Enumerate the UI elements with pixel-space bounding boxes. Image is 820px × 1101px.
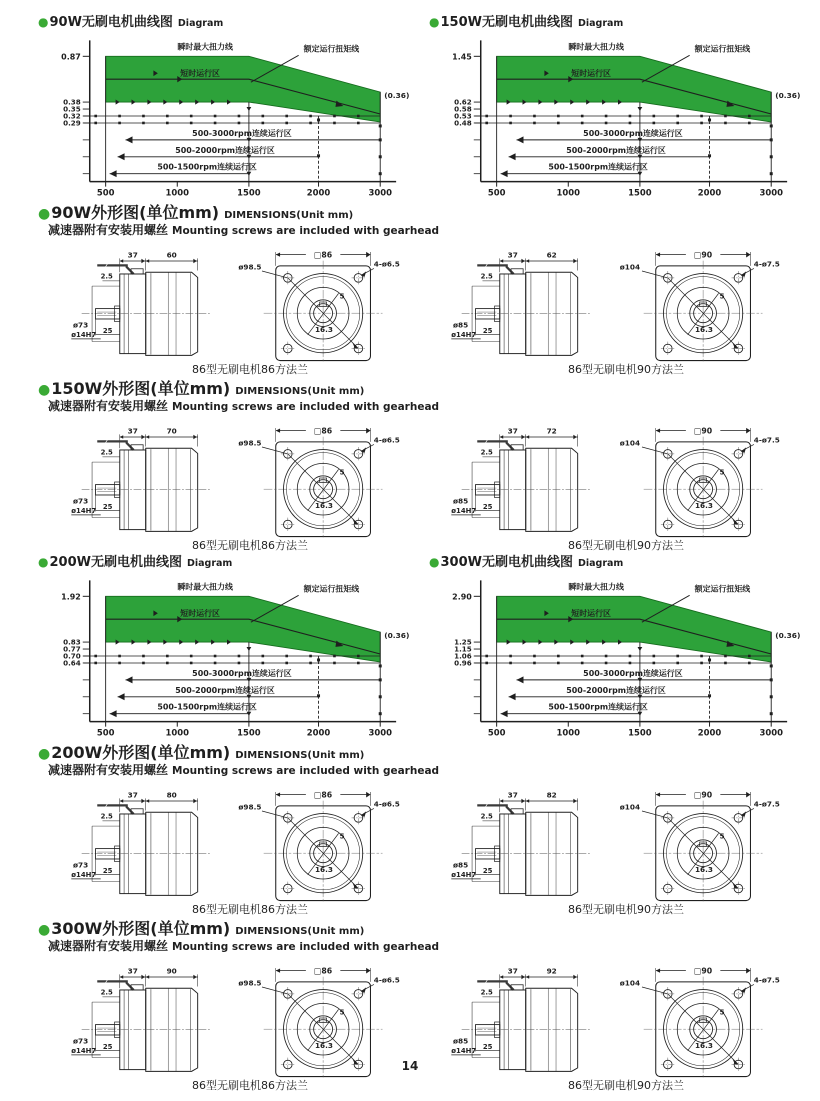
torque-chart-150w	[429, 32, 812, 200]
chart-title-en: Diagram	[177, 18, 224, 29]
drawing-group-86-flange	[66, 416, 434, 552]
svg-text:4-ø7.5: 4-ø7.5	[753, 799, 780, 809]
svg-text:4-ø6.5: 4-ø6.5	[373, 259, 400, 269]
svg-text:ø73: ø73	[73, 320, 89, 330]
svg-text:1.25: 1.25	[454, 637, 472, 647]
green-bullet-icon: ●	[38, 206, 51, 222]
svg-text:500-3000rpm连续运行区: 500-3000rpm连续运行区	[192, 668, 292, 678]
svg-text:□90: □90	[694, 250, 713, 260]
svg-text:4-ø7.5: 4-ø7.5	[753, 435, 780, 445]
flange-view-drawing	[604, 780, 785, 904]
flange-view-drawing	[224, 240, 405, 364]
svg-text:72: 72	[546, 426, 557, 436]
svg-text:25: 25	[102, 1042, 113, 1051]
section-note	[48, 223, 814, 238]
svg-text:额定运行扭矩线: 额定运行扭矩线	[694, 44, 751, 54]
svg-text:ø73: ø73	[73, 496, 89, 506]
svg-text:4-ø6.5: 4-ø6.5	[373, 975, 400, 985]
svg-text:ø14H7: ø14H7	[451, 507, 477, 516]
svg-text:0.32: 0.32	[63, 111, 81, 121]
chart-title-zh: 90W无刷电机曲线图	[49, 15, 173, 30]
svg-text:□86: □86	[314, 250, 333, 260]
green-bullet-icon: ●	[38, 382, 51, 398]
svg-text:ø73: ø73	[73, 860, 89, 870]
side-view-drawing	[446, 788, 602, 904]
svg-text:2.5: 2.5	[100, 272, 113, 281]
svg-text:4-ø6.5: 4-ø6.5	[373, 435, 400, 445]
svg-text:500: 500	[96, 187, 115, 198]
svg-text:额定运行扭矩线: 额定运行扭矩线	[303, 44, 360, 54]
svg-text:短时运行区: 短时运行区	[571, 69, 611, 79]
note-zh: 减速器附有安装用螺丝	[48, 939, 169, 953]
section-note	[48, 939, 814, 954]
svg-text:16.3: 16.3	[694, 501, 713, 511]
drawing-group-86-flange	[66, 240, 434, 376]
side-view-drawing	[66, 788, 222, 904]
section-title-zh: 200W外形图(单位mm)	[51, 743, 231, 762]
note-zh: 减速器附有安装用螺丝	[48, 763, 169, 777]
svg-text:1.92: 1.92	[61, 592, 81, 602]
green-bullet-icon: ●	[38, 922, 51, 938]
note-zh: 减速器附有安装用螺丝	[48, 399, 169, 413]
drawing-caption: 86型无刷电机90方法兰	[568, 1079, 684, 1092]
svg-text:16.3: 16.3	[314, 501, 333, 511]
chart-block-300w	[429, 554, 814, 740]
svg-text:2.5: 2.5	[480, 812, 493, 821]
svg-text:□90: □90	[694, 790, 713, 800]
svg-text:62: 62	[546, 250, 557, 260]
svg-text:4-ø6.5: 4-ø6.5	[373, 799, 400, 809]
svg-text:ø14H7: ø14H7	[71, 331, 97, 340]
svg-text:□90: □90	[694, 966, 713, 976]
svg-text:2.5: 2.5	[100, 448, 113, 457]
svg-text:500: 500	[487, 727, 506, 738]
svg-text:16.3: 16.3	[694, 865, 713, 875]
svg-text:500: 500	[487, 187, 506, 198]
svg-text:1.06: 1.06	[454, 651, 472, 661]
note-en: Mounting screws are included with gearhead	[172, 225, 440, 237]
svg-text:1000: 1000	[165, 187, 190, 198]
chart-title-90w	[38, 14, 423, 32]
dim-section-150w	[38, 380, 814, 552]
svg-text:短时运行区: 短时运行区	[180, 69, 220, 79]
chart-title-150w	[429, 14, 814, 32]
svg-text:(0.36): (0.36)	[384, 631, 410, 641]
svg-text:37: 37	[127, 790, 138, 800]
svg-text:16.3: 16.3	[694, 1041, 713, 1051]
svg-text:0.35: 0.35	[63, 104, 81, 114]
svg-text:500-1500rpm连续运行区: 500-1500rpm连续运行区	[157, 162, 257, 172]
svg-text:5: 5	[719, 831, 725, 841]
flange-view-drawing	[604, 416, 785, 540]
drawing-caption: 86型无刷电机90方法兰	[568, 363, 684, 376]
section-title-zh: 150W外形图(单位mm)	[51, 379, 231, 398]
svg-text:0.48: 0.48	[454, 118, 472, 128]
svg-text:500: 500	[96, 727, 115, 738]
svg-text:0.87: 0.87	[61, 52, 81, 62]
drawing-group-86-flange	[66, 780, 434, 916]
svg-text:500-2000rpm连续运行区: 500-2000rpm连续运行区	[175, 145, 275, 155]
svg-text:500-3000rpm连续运行区: 500-3000rpm连续运行区	[192, 128, 292, 138]
svg-text:3000: 3000	[759, 727, 783, 738]
svg-text:92: 92	[546, 966, 557, 976]
svg-text:0.64: 0.64	[63, 658, 81, 668]
chart-title-200w	[38, 554, 423, 572]
svg-text:5: 5	[339, 291, 345, 301]
svg-text:ø14H7: ø14H7	[71, 507, 97, 516]
svg-text:ø14H7: ø14H7	[71, 1047, 97, 1056]
svg-text:5: 5	[719, 291, 725, 301]
drawings-row	[38, 416, 814, 552]
svg-text:37: 37	[127, 426, 138, 436]
drawing-group-90-flange	[446, 780, 806, 916]
torque-chart-200w	[38, 572, 421, 740]
drawing-caption: 86型无刷电机86方法兰	[192, 903, 308, 916]
svg-text:2000: 2000	[697, 187, 722, 198]
svg-text:ø104: ø104	[619, 438, 641, 448]
svg-text:2.5: 2.5	[100, 988, 113, 997]
svg-text:0.77: 0.77	[63, 644, 81, 654]
svg-text:0.70: 0.70	[63, 651, 81, 661]
svg-text:500-1500rpm连续运行区: 500-1500rpm连续运行区	[548, 162, 648, 172]
svg-text:□86: □86	[314, 426, 333, 436]
svg-text:ø104: ø104	[619, 978, 641, 988]
chart-row-top	[38, 14, 814, 200]
section-title-en: DIMENSIONS(Unit mm)	[235, 926, 365, 937]
svg-text:1.45: 1.45	[452, 52, 472, 62]
chart-block-150w	[429, 14, 814, 200]
svg-text:0.58: 0.58	[454, 104, 472, 114]
svg-text:ø14H7: ø14H7	[71, 871, 97, 880]
green-bullet-icon: ●	[429, 555, 440, 569]
section-heading	[38, 204, 814, 222]
svg-text:37: 37	[127, 250, 138, 260]
svg-text:(0.36): (0.36)	[775, 91, 801, 101]
drawing-caption: 86型无刷电机86方法兰	[192, 539, 308, 552]
svg-text:额定运行扭矩线: 额定运行扭矩线	[694, 584, 751, 594]
svg-text:5: 5	[339, 467, 345, 477]
chart-title-en: Diagram	[577, 558, 624, 569]
svg-text:ø98.5: ø98.5	[238, 802, 262, 812]
svg-text:3000: 3000	[368, 727, 392, 738]
chart-title-300w	[429, 554, 814, 572]
svg-text:(0.36): (0.36)	[775, 631, 801, 641]
side-view-drawing	[446, 424, 602, 540]
svg-text:500-2000rpm连续运行区: 500-2000rpm连续运行区	[566, 145, 666, 155]
svg-text:2.5: 2.5	[480, 272, 493, 281]
svg-text:额定运行扭矩线: 额定运行扭矩线	[303, 584, 360, 594]
svg-text:37: 37	[507, 426, 518, 436]
svg-text:25: 25	[482, 502, 493, 511]
svg-text:瞬时最大扭力线: 瞬时最大扭力线	[568, 42, 624, 52]
section-title-en: DIMENSIONS(Unit mm)	[235, 386, 365, 397]
svg-text:5: 5	[339, 1007, 345, 1017]
svg-text:短时运行区: 短时运行区	[180, 609, 220, 619]
section-title-en: DIMENSIONS(Unit mm)	[235, 750, 365, 761]
svg-text:2.5: 2.5	[480, 448, 493, 457]
svg-text:82: 82	[546, 790, 557, 800]
torque-chart-90w	[38, 32, 421, 200]
svg-text:70: 70	[166, 426, 177, 436]
section-heading	[38, 744, 814, 762]
svg-text:500-3000rpm连续运行区: 500-3000rpm连续运行区	[583, 128, 683, 138]
svg-text:80: 80	[166, 790, 177, 800]
svg-text:37: 37	[507, 966, 518, 976]
drawing-caption: 86型无刷电机86方法兰	[192, 1079, 308, 1092]
side-view-drawing	[66, 248, 222, 364]
svg-text:16.3: 16.3	[314, 1041, 333, 1051]
chart-title-zh: 300W无刷电机曲线图	[440, 555, 573, 570]
dim-section-90w	[38, 204, 814, 376]
svg-text:瞬时最大扭力线: 瞬时最大扭力线	[568, 582, 624, 592]
section-title-zh: 300W外形图(单位mm)	[51, 919, 231, 938]
green-bullet-icon: ●	[38, 746, 51, 762]
chart-title-en: Diagram	[186, 558, 233, 569]
svg-text:5: 5	[719, 1007, 725, 1017]
svg-text:2.90: 2.90	[452, 592, 472, 602]
svg-text:3000: 3000	[759, 187, 783, 198]
flange-view-drawing	[224, 416, 405, 540]
svg-text:16.3: 16.3	[314, 865, 333, 875]
chart-block-90w	[38, 14, 423, 200]
svg-text:2000: 2000	[306, 727, 331, 738]
svg-text:ø14H7: ø14H7	[451, 871, 477, 880]
chart-block-200w	[38, 554, 423, 740]
svg-text:ø85: ø85	[453, 1036, 469, 1046]
section-heading	[38, 920, 814, 938]
svg-text:25: 25	[102, 502, 113, 511]
svg-text:□90: □90	[694, 426, 713, 436]
section-title-en: DIMENSIONS(Unit mm)	[224, 210, 354, 221]
svg-text:1500: 1500	[628, 727, 652, 738]
svg-text:0.62: 0.62	[454, 97, 472, 107]
green-bullet-icon: ●	[429, 15, 440, 29]
drawings-row	[38, 780, 814, 916]
section-note	[48, 399, 814, 414]
note-en: Mounting screws are included with gearhead	[172, 401, 440, 413]
svg-text:37: 37	[507, 250, 518, 260]
section-note	[48, 763, 814, 778]
svg-text:1.15: 1.15	[454, 644, 472, 654]
svg-text:16.3: 16.3	[314, 325, 333, 335]
svg-text:0.29: 0.29	[63, 118, 81, 128]
svg-text:37: 37	[127, 966, 138, 976]
svg-text:500-2000rpm连续运行区: 500-2000rpm连续运行区	[566, 685, 666, 695]
svg-text:0.38: 0.38	[63, 97, 81, 107]
green-bullet-icon: ●	[38, 15, 49, 29]
svg-text:2.5: 2.5	[100, 812, 113, 821]
svg-text:5: 5	[719, 467, 725, 477]
svg-text:(0.36): (0.36)	[384, 91, 410, 101]
note-en: Mounting screws are included with gearhead	[172, 765, 440, 777]
chart-title-zh: 200W无刷电机曲线图	[49, 555, 182, 570]
svg-text:1500: 1500	[628, 187, 652, 198]
svg-text:500-1500rpm连续运行区: 500-1500rpm连续运行区	[548, 702, 648, 712]
drawings-row	[38, 240, 814, 376]
svg-text:0.83: 0.83	[63, 637, 81, 647]
svg-text:4-ø7.5: 4-ø7.5	[753, 975, 780, 985]
svg-text:1500: 1500	[237, 187, 261, 198]
chart-title-zh: 150W无刷电机曲线图	[440, 15, 573, 30]
svg-text:25: 25	[482, 866, 493, 875]
section-heading	[38, 380, 814, 398]
drawing-group-90-flange	[446, 240, 806, 376]
svg-text:500-3000rpm连续运行区: 500-3000rpm连续运行区	[583, 668, 683, 678]
flange-view-drawing	[604, 240, 785, 364]
svg-text:□86: □86	[314, 790, 333, 800]
svg-text:□86: □86	[314, 966, 333, 976]
side-view-drawing	[446, 248, 602, 364]
svg-text:25: 25	[482, 1042, 493, 1051]
svg-text:ø85: ø85	[453, 860, 469, 870]
svg-text:2000: 2000	[697, 727, 722, 738]
svg-text:ø98.5: ø98.5	[238, 978, 262, 988]
note-zh: 减速器附有安装用螺丝	[48, 223, 169, 237]
svg-text:37: 37	[507, 790, 518, 800]
svg-text:90: 90	[166, 966, 177, 976]
svg-text:1000: 1000	[556, 727, 581, 738]
flange-view-drawing	[224, 780, 405, 904]
svg-text:ø98.5: ø98.5	[238, 438, 262, 448]
svg-text:2.5: 2.5	[480, 988, 493, 997]
svg-text:ø85: ø85	[453, 496, 469, 506]
chart-row-bottom	[38, 554, 814, 740]
drawing-caption: 86型无刷电机90方法兰	[568, 903, 684, 916]
svg-text:16.3: 16.3	[694, 325, 713, 335]
svg-text:短时运行区: 短时运行区	[571, 609, 611, 619]
page-number: 14	[401, 1059, 419, 1073]
svg-text:0.96: 0.96	[454, 658, 472, 668]
svg-text:60: 60	[166, 250, 177, 260]
svg-text:500-2000rpm连续运行区: 500-2000rpm连续运行区	[175, 685, 275, 695]
svg-text:25: 25	[102, 866, 113, 875]
svg-text:500-1500rpm连续运行区: 500-1500rpm连续运行区	[157, 702, 257, 712]
svg-text:1500: 1500	[237, 727, 261, 738]
note-en: Mounting screws are included with gearhead	[172, 941, 440, 953]
svg-text:ø104: ø104	[619, 262, 641, 272]
svg-text:25: 25	[482, 326, 493, 335]
svg-text:瞬时最大扭力线: 瞬时最大扭力线	[177, 582, 233, 592]
svg-text:1000: 1000	[556, 187, 581, 198]
section-title-zh: 90W外形图(单位mm)	[51, 203, 220, 222]
svg-text:ø104: ø104	[619, 802, 641, 812]
svg-text:ø98.5: ø98.5	[238, 262, 262, 272]
svg-text:1000: 1000	[165, 727, 190, 738]
svg-text:3000: 3000	[368, 187, 392, 198]
svg-text:ø85: ø85	[453, 320, 469, 330]
svg-text:4-ø7.5: 4-ø7.5	[753, 259, 780, 269]
torque-chart-300w	[429, 572, 812, 740]
drawing-caption: 86型无刷电机90方法兰	[568, 539, 684, 552]
svg-text:0.53: 0.53	[454, 111, 472, 121]
dim-section-200w	[38, 744, 814, 916]
svg-text:2000: 2000	[306, 187, 331, 198]
svg-text:ø14H7: ø14H7	[451, 1047, 477, 1056]
chart-title-en: Diagram	[577, 18, 624, 29]
drawing-caption: 86型无刷电机86方法兰	[192, 363, 308, 376]
svg-text:ø14H7: ø14H7	[451, 331, 477, 340]
svg-text:5: 5	[339, 831, 345, 841]
svg-text:瞬时最大扭力线: 瞬时最大扭力线	[177, 42, 233, 52]
svg-text:ø73: ø73	[73, 1036, 89, 1046]
green-bullet-icon: ●	[38, 555, 49, 569]
drawing-group-90-flange	[446, 416, 806, 552]
svg-text:25: 25	[102, 326, 113, 335]
side-view-drawing	[66, 424, 222, 540]
